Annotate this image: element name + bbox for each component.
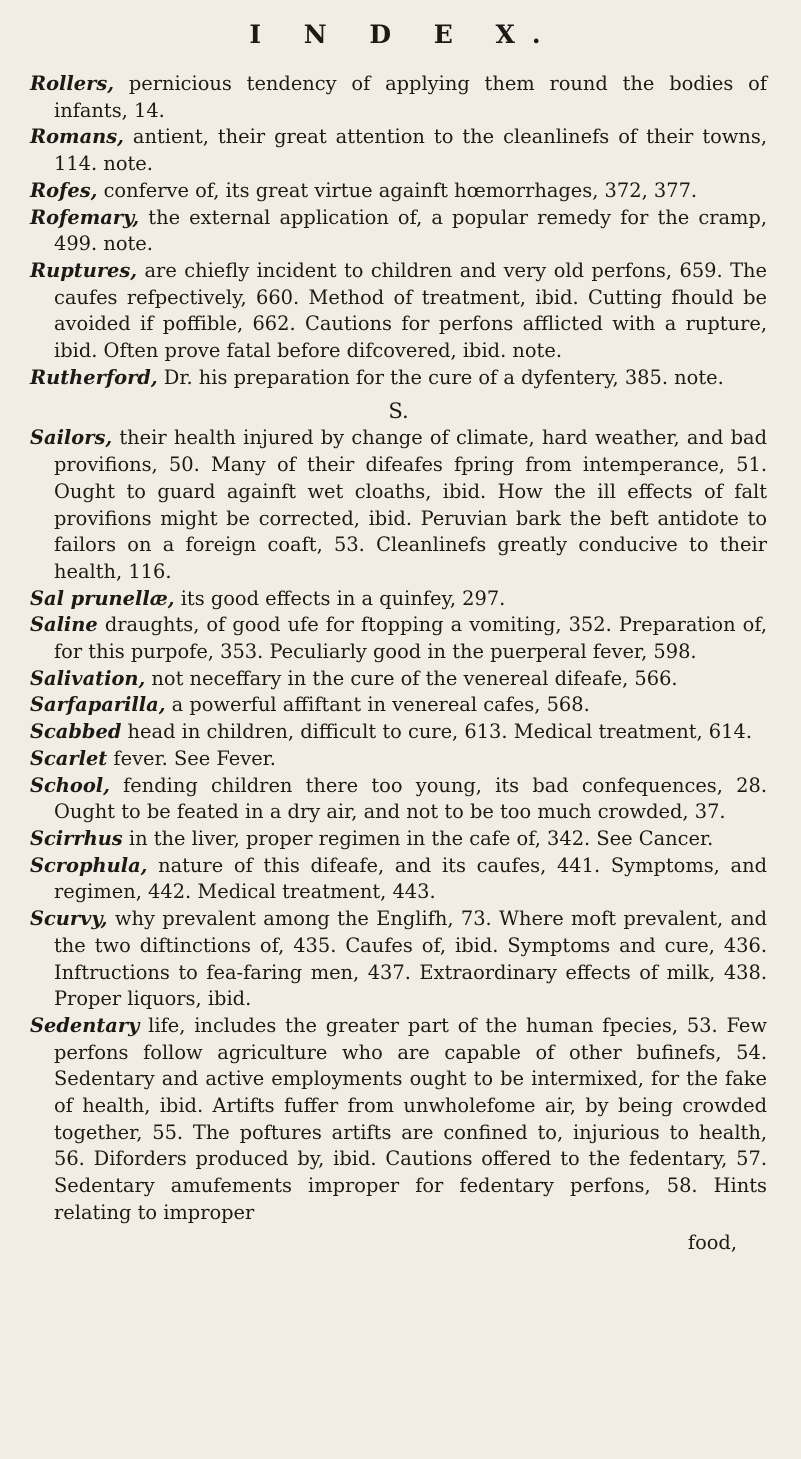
entry-term: Sal prunellæ, [30, 586, 175, 610]
index-entry [30, 205, 767, 258]
entry-term: Sarfaparilla, [30, 693, 166, 717]
entry-term: Salivation, [30, 666, 146, 690]
entry-term: Rollers, [30, 72, 115, 95]
entry-text: conferve of, its great virtue againft hœmorrhages, 372, 377. [97, 178, 698, 202]
entry-text: why prevalent among the Englifh, 73. Where moft prevalent, and the two diftinctions of, 435. Caufes of, ibid. Symptoms and cure, 436. Inftructions to fea-faring men, 437. Extraordinary effects of milk, 438. Proper liquors, ibid. [54, 907, 767, 1011]
index-entry [30, 719, 767, 746]
entry-term: Scirrhus [30, 826, 123, 850]
entry-text: antient, their great attention to the cleanlinefs of their towns, 114. note. [54, 125, 767, 176]
entry-term: Rofes, [30, 178, 98, 202]
running-head: I N D E X. [249, 20, 558, 49]
section-letter: S. [388, 399, 409, 424]
index-entry [30, 692, 767, 719]
entry-text: their health injured by change of climate, hard weather, and bad provifions, 50. Many of their difeafes fpring from intemperance, 51. Ought to guard againft wet cloaths, ibid. How the ill effects of falt provifions might be corrected, ibid. Peruvian bark the beft antidote to failors on a foreign coaft, 53. Cleanlinefs greatly conducive to their health, 116. [54, 426, 767, 583]
entry-text: fending children there too young, its bad confequences, 28. Ought to be feated in a dry air, and not to be too much crowded, 37. [54, 773, 767, 824]
entry-term: Saline [30, 613, 98, 637]
entry-text: the external application of, a popular remedy for the cramp, 499. note. [54, 205, 767, 256]
entry-term: Sailors, [30, 426, 113, 450]
index-entry [30, 666, 767, 693]
entry-text: pernicious tendency of applying them round the bodies of infants, 14. [54, 72, 767, 122]
entry-term: Romans, [30, 125, 124, 149]
entry-text: nature of this difeafe, and its caufes, 441. Symptoms, and regimen, 442. Medical treatment, 443. [54, 853, 767, 904]
index-entry [30, 853, 767, 906]
index-entry [30, 826, 767, 853]
index-entry [30, 178, 767, 205]
entries-s [30, 425, 767, 1226]
entry-text: not neceffary in the cure of the venereal difeafe, 566. [145, 666, 678, 690]
entry-term: Scurvy, [30, 907, 108, 931]
entries-r [30, 71, 767, 391]
entry-text: are chiefly incident to children and very old perfons, 659. The caufes refpectively, 660. Method of treatment, ibid. Cutting fhould be avoided if poffible, 662. Cautions for perfons afflicted with a rupture, ibid. Often prove fatal before difcovered, ibid. note. [54, 258, 767, 363]
index-entry [30, 365, 767, 392]
catchword: food, [687, 1230, 737, 1254]
entry-text: in the liver, proper regimen in the cafe of, 342. See Cancer. [122, 826, 714, 850]
index-entry [30, 906, 767, 1013]
index-entry [30, 746, 767, 773]
entry-term: School, [30, 773, 110, 797]
entry-term: Scrophula, [30, 853, 148, 877]
index-entry [30, 425, 767, 585]
index-entry [30, 71, 767, 124]
index-entry [30, 612, 767, 665]
entry-text: draughts, of good ufe for ftopping a vomiting, 352. Preparation of, for this purpofe, 353. Peculiarly good in the puerperal fever, 598. [54, 613, 767, 664]
entry-term: Ruptures, [30, 258, 138, 282]
entry-term: Scabbed [30, 720, 122, 744]
entry-text: life, includes the greater part of the human fpecies, 53. Few perfons follow agriculture who are capable of other bufinefs, 54. Sedentary and active employments ought to be intermixed, for the fake of health, ibid. Artifts fuffer from unwholefome air, by being crowded together, 55. The poftures artifts are confined to, injurious to health, 56. Diforders produced by, ibid. Cautions offered to the fedentary, 57. Sedentary amufements improper for fedentary perfons, 58. Hints relating to improper [54, 1013, 767, 1224]
entry-text: a powerful affiftant in venereal cafes, 568. [165, 693, 590, 717]
entry-text: Dr. his preparation for the cure of a dyfentery, 385. note. [157, 365, 724, 389]
index-entry [30, 124, 767, 177]
entry-term: Rutherford, [30, 365, 158, 389]
entry-term: Scarlet [30, 746, 108, 770]
index-entry [30, 1013, 767, 1227]
entry-term: Sedentary [30, 1013, 140, 1037]
entry-text: its good effects in a quinfey, 297. [174, 586, 506, 610]
index-entry [30, 773, 767, 826]
index-entry [30, 586, 767, 613]
entry-text: fever. See Fever. [107, 746, 276, 770]
index-entry [30, 258, 767, 365]
entry-term: Rofemary, [30, 205, 140, 229]
entry-text: head in children, difficult to cure, 613. Medical treatment, 614. [121, 720, 752, 744]
